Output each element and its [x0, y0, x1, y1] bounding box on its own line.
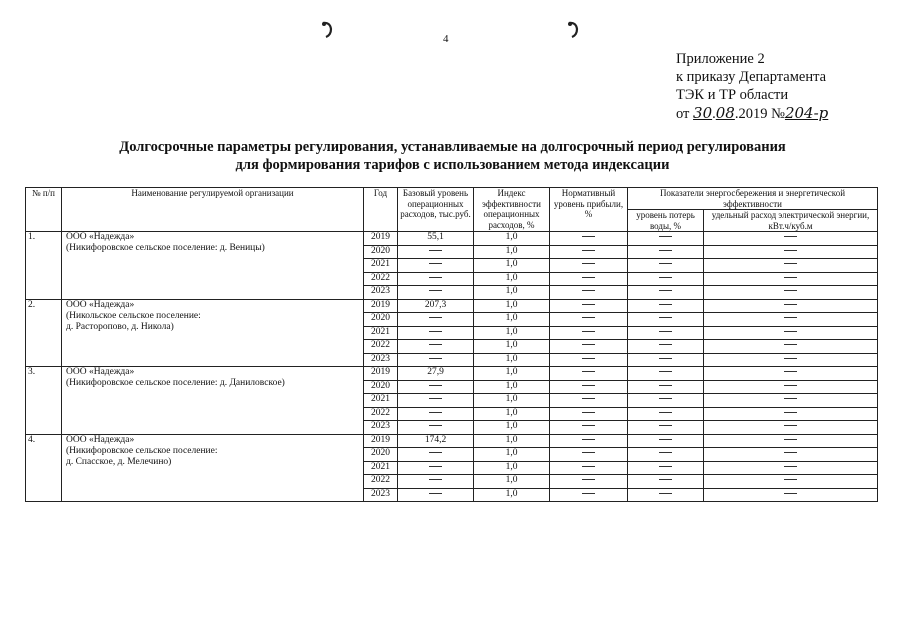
punch-hole-mark-right [566, 20, 580, 38]
dash-mark [429, 398, 442, 399]
appendix-line2: к приказу Департамента [676, 69, 827, 85]
dash-mark [659, 385, 672, 386]
document-title [0, 138, 905, 174]
consumption-cell [704, 461, 878, 475]
row-number: 1. [26, 232, 62, 300]
dash-mark [784, 466, 797, 467]
header-num: № п/п [26, 188, 62, 232]
base-cost-cell [398, 407, 474, 421]
profit-cell [550, 232, 628, 246]
year-cell: 2020 [364, 448, 398, 462]
dash-mark [582, 452, 595, 453]
dash-mark [659, 371, 672, 372]
dash-mark [582, 250, 595, 251]
appendix-line1: Приложение 2 [676, 51, 765, 67]
dash-mark [582, 371, 595, 372]
consumption-cell [704, 353, 878, 367]
title-line1: Долгосрочные параметры регулирования, устанавливаемые на долгосрочный период регулирования [119, 139, 786, 155]
year-cell: 2020 [364, 380, 398, 394]
profit-cell [550, 380, 628, 394]
date-month: 08 [715, 104, 735, 122]
year-cell: 2020 [364, 245, 398, 259]
dash-mark [659, 317, 672, 318]
year-cell: 2022 [364, 272, 398, 286]
losses-cell [628, 245, 704, 259]
dash-mark [582, 290, 595, 291]
dash-mark [659, 412, 672, 413]
appendix-block [676, 50, 828, 123]
losses-cell [628, 367, 704, 381]
base-cost-cell: 55,1 [398, 232, 474, 246]
table-body [26, 232, 878, 502]
org-name: ООО «Надежда» [66, 299, 135, 310]
row-number: 4. [26, 434, 62, 502]
profit-cell [550, 488, 628, 502]
organization-cell [62, 299, 364, 367]
index-cell: 1,0 [474, 286, 550, 300]
year-cell: 2023 [364, 421, 398, 435]
org-villages: д. Расторопово, д. Никола) [66, 321, 174, 332]
losses-cell [628, 488, 704, 502]
base-cost-cell: 207,3 [398, 299, 474, 313]
index-cell: 1,0 [474, 475, 550, 489]
dash-mark [784, 304, 797, 305]
year-cell: 2021 [364, 394, 398, 408]
profit-cell [550, 299, 628, 313]
consumption-cell [704, 367, 878, 381]
order-number: 204-р [784, 104, 829, 122]
year-cell: 2023 [364, 488, 398, 502]
consumption-cell [704, 340, 878, 354]
dash-mark [582, 331, 595, 332]
index-cell: 1,0 [474, 313, 550, 327]
dash-mark [429, 425, 442, 426]
profit-cell [550, 259, 628, 273]
date-day: 30 [693, 104, 713, 122]
losses-cell [628, 272, 704, 286]
org-name: ООО «Надежда» [66, 367, 135, 377]
dash-mark [582, 277, 595, 278]
year-cell: 2022 [364, 475, 398, 489]
profit-cell [550, 245, 628, 259]
dash-mark [582, 412, 595, 413]
base-cost-cell: 174,2 [398, 434, 474, 448]
dash-mark [784, 250, 797, 251]
year-cell: 2019 [364, 367, 398, 381]
table-row [26, 299, 878, 313]
year-cell: 2021 [364, 326, 398, 340]
index-cell: 1,0 [474, 407, 550, 421]
losses-cell [628, 286, 704, 300]
dash-mark [784, 439, 797, 440]
table-row [26, 434, 878, 448]
dash-mark [659, 290, 672, 291]
base-cost-cell: 27,9 [398, 367, 474, 381]
dash-mark [784, 398, 797, 399]
base-cost-cell [398, 488, 474, 502]
base-cost-cell [398, 353, 474, 367]
dash-mark [429, 493, 442, 494]
losses-cell [628, 259, 704, 273]
consumption-cell [704, 475, 878, 489]
consumption-cell [704, 434, 878, 448]
dash-mark [784, 412, 797, 413]
dash-mark [659, 425, 672, 426]
dash-mark [659, 250, 672, 251]
org-name: ООО «Надежда» [66, 434, 135, 445]
profit-cell [550, 448, 628, 462]
base-cost-cell [398, 461, 474, 475]
index-cell: 1,0 [474, 434, 550, 448]
consumption-cell [704, 380, 878, 394]
index-cell: 1,0 [474, 461, 550, 475]
row-number: 3. [26, 367, 62, 435]
consumption-cell [704, 272, 878, 286]
org-settlement: (Никифоровское сельское поселение: д. Веницы) [66, 243, 265, 253]
base-cost-cell [398, 475, 474, 489]
year-cell: 2021 [364, 461, 398, 475]
index-cell: 1,0 [474, 448, 550, 462]
dash-mark [429, 385, 442, 386]
dash-mark [582, 344, 595, 345]
appendix-date-line: от 30.08.2019 №204-р [676, 104, 829, 122]
dash-mark [582, 385, 595, 386]
header-index: Индекс эффективности операционных расходов, % [474, 188, 550, 232]
org-villages: д. Спасское, д. Мелечино) [66, 456, 172, 467]
consumption-cell [704, 232, 878, 246]
index-cell: 1,0 [474, 299, 550, 313]
dash-mark [429, 263, 442, 264]
dash-mark [429, 466, 442, 467]
base-cost-cell [398, 394, 474, 408]
header-losses: уровень потерь воды, % [628, 210, 704, 232]
year-cell: 2023 [364, 353, 398, 367]
index-cell: 1,0 [474, 245, 550, 259]
index-cell: 1,0 [474, 488, 550, 502]
dash-mark [659, 304, 672, 305]
profit-cell [550, 353, 628, 367]
index-cell: 1,0 [474, 232, 550, 246]
dash-mark [784, 290, 797, 291]
organization-cell [62, 367, 364, 435]
profit-cell [550, 326, 628, 340]
consumption-cell [704, 407, 878, 421]
losses-cell [628, 326, 704, 340]
consumption-cell [704, 394, 878, 408]
dash-mark [784, 371, 797, 372]
base-cost-cell [398, 272, 474, 286]
losses-cell [628, 421, 704, 435]
consumption-cell [704, 326, 878, 340]
dash-mark [429, 250, 442, 251]
losses-cell [628, 448, 704, 462]
dash-mark [582, 304, 595, 305]
losses-cell [628, 461, 704, 475]
consumption-cell [704, 488, 878, 502]
base-cost-cell [398, 259, 474, 273]
losses-cell [628, 475, 704, 489]
dash-mark [784, 479, 797, 480]
dash-mark [784, 385, 797, 386]
year-cell: 2022 [364, 340, 398, 354]
losses-cell [628, 407, 704, 421]
base-cost-cell [398, 421, 474, 435]
profit-cell [550, 407, 628, 421]
dash-mark [429, 277, 442, 278]
index-cell: 1,0 [474, 326, 550, 340]
profit-cell [550, 461, 628, 475]
index-cell: 1,0 [474, 380, 550, 394]
dash-mark [582, 263, 595, 264]
index-cell: 1,0 [474, 394, 550, 408]
dash-mark [659, 277, 672, 278]
dash-mark [784, 425, 797, 426]
dash-mark [582, 358, 595, 359]
dash-mark [659, 398, 672, 399]
losses-cell [628, 340, 704, 354]
org-settlement: (Никифоровское сельское поселение: [66, 445, 218, 456]
year-cell: 2019 [364, 232, 398, 246]
dash-mark [582, 466, 595, 467]
dash-mark [659, 358, 672, 359]
dash-mark [429, 317, 442, 318]
header-consumption: удельный расход электрической энергии, кВт.ч/куб.м [704, 210, 878, 232]
index-cell: 1,0 [474, 353, 550, 367]
header-profit: Нормативный уровень прибыли, % [550, 188, 628, 232]
consumption-cell [704, 421, 878, 435]
dash-mark [582, 398, 595, 399]
profit-cell [550, 286, 628, 300]
year-cell: 2021 [364, 259, 398, 273]
header-energy: Показатели энергосбережения и энергетической эффективности [628, 188, 878, 210]
dash-mark [659, 344, 672, 345]
org-settlement: (Никольское сельское поселение: [66, 310, 201, 321]
year-cell: 2020 [364, 313, 398, 327]
table-row [26, 367, 878, 381]
dash-mark [582, 317, 595, 318]
base-cost-cell [398, 340, 474, 354]
losses-cell [628, 394, 704, 408]
profit-cell [550, 313, 628, 327]
header-base: Базовый уровень операционных расходов, тыс.руб. [398, 188, 474, 232]
index-cell: 1,0 [474, 259, 550, 273]
dash-mark [429, 344, 442, 345]
dash-mark [429, 479, 442, 480]
dash-mark [784, 236, 797, 237]
dash-mark [659, 452, 672, 453]
profit-cell [550, 421, 628, 435]
dash-mark [784, 263, 797, 264]
base-cost-cell [398, 448, 474, 462]
dash-mark [659, 263, 672, 264]
dash-mark [429, 358, 442, 359]
parameters-table [25, 187, 878, 502]
consumption-cell [704, 313, 878, 327]
dash-mark [659, 331, 672, 332]
dash-mark [582, 439, 595, 440]
losses-cell [628, 380, 704, 394]
losses-cell [628, 434, 704, 448]
date-year: .2019 № [734, 106, 785, 122]
dash-mark [582, 236, 595, 237]
consumption-cell [704, 299, 878, 313]
dash-mark [784, 344, 797, 345]
dash-mark [784, 493, 797, 494]
profit-cell [550, 367, 628, 381]
losses-cell [628, 299, 704, 313]
row-number: 2. [26, 299, 62, 367]
header-year: Год [364, 188, 398, 232]
table-row [26, 232, 878, 246]
index-cell: 1,0 [474, 367, 550, 381]
dash-mark [429, 452, 442, 453]
consumption-cell [704, 448, 878, 462]
date-prefix: от [676, 106, 690, 122]
dash-mark [659, 466, 672, 467]
dash-mark [582, 479, 595, 480]
appendix-line3: ТЭК и ТР области [676, 87, 789, 103]
org-name: ООО «Надежда» [66, 232, 135, 242]
year-cell: 2023 [364, 286, 398, 300]
dash-mark [784, 331, 797, 332]
dash-mark [429, 331, 442, 332]
title-line2: для формирования тарифов с использованием метода индексации [235, 157, 670, 173]
dash-mark [659, 479, 672, 480]
profit-cell [550, 475, 628, 489]
dash-mark [784, 358, 797, 359]
dash-mark [784, 277, 797, 278]
losses-cell [628, 232, 704, 246]
organization-cell [62, 434, 364, 502]
index-cell: 1,0 [474, 272, 550, 286]
dash-mark [659, 439, 672, 440]
base-cost-cell [398, 245, 474, 259]
profit-cell [550, 394, 628, 408]
page-number: 4 [443, 33, 449, 45]
dash-mark [582, 425, 595, 426]
dash-mark [659, 493, 672, 494]
org-settlement: (Никифоровское сельское поселение: д. Даниловское) [66, 378, 285, 388]
dash-mark [659, 236, 672, 237]
dash-mark [429, 290, 442, 291]
base-cost-cell [398, 313, 474, 327]
consumption-cell [704, 286, 878, 300]
losses-cell [628, 313, 704, 327]
base-cost-cell [398, 326, 474, 340]
index-cell: 1,0 [474, 340, 550, 354]
dash-mark [429, 412, 442, 413]
base-cost-cell [398, 380, 474, 394]
losses-cell [628, 353, 704, 367]
profit-cell [550, 272, 628, 286]
organization-cell [62, 232, 364, 300]
punch-hole-mark-left [320, 20, 334, 38]
dash-mark [784, 317, 797, 318]
consumption-cell [704, 259, 878, 273]
profit-cell [550, 434, 628, 448]
base-cost-cell [398, 286, 474, 300]
year-cell: 2019 [364, 299, 398, 313]
year-cell: 2022 [364, 407, 398, 421]
consumption-cell [704, 245, 878, 259]
dash-mark [582, 493, 595, 494]
header-org: Наименование регулируемой организации [62, 188, 364, 232]
dash-mark [784, 452, 797, 453]
index-cell: 1,0 [474, 421, 550, 435]
year-cell: 2019 [364, 434, 398, 448]
profit-cell [550, 340, 628, 354]
